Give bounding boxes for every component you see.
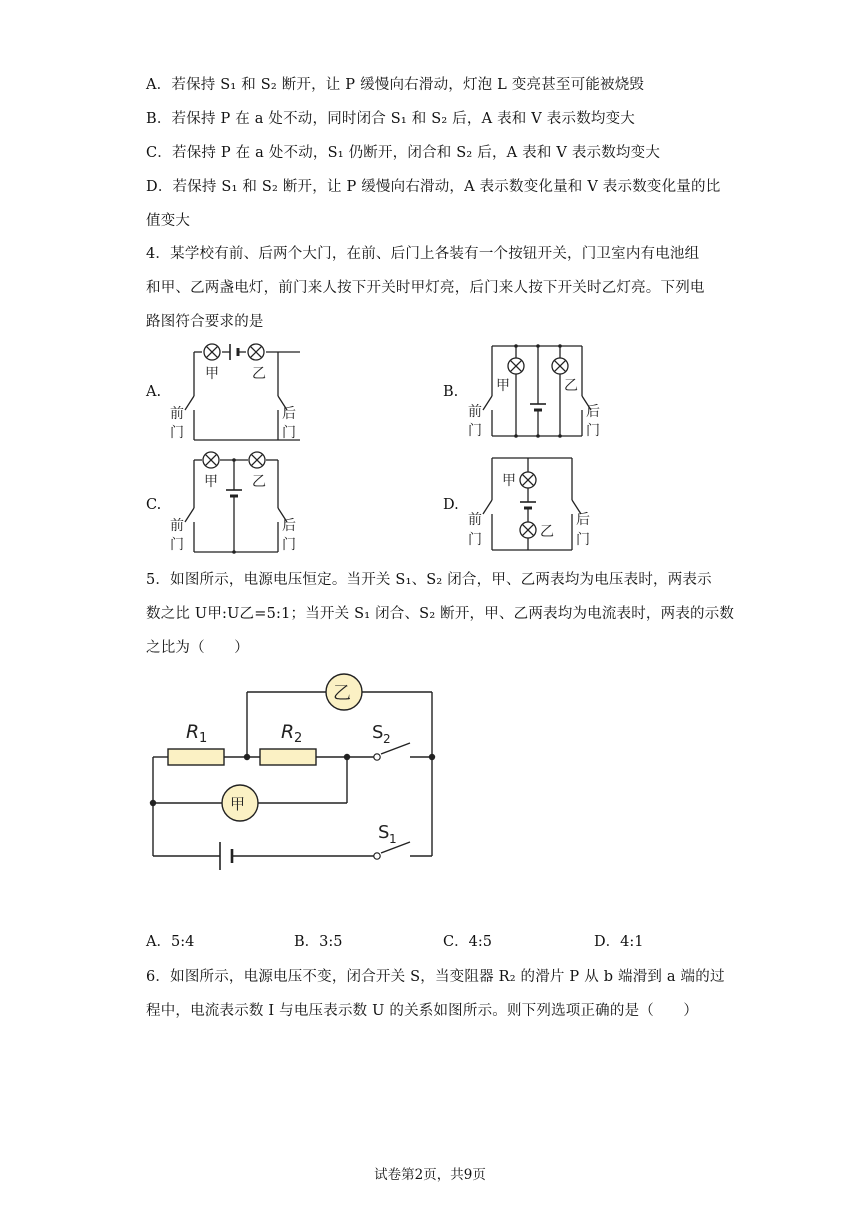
back-door-label-1: 后	[282, 518, 296, 534]
q5-option-b: B．3:5	[294, 934, 343, 950]
back-door-label-1: 后	[586, 404, 600, 420]
q5-stem-line2: 数之比 U甲:U乙=5:1；当开关 S₁ 闭合、S₂ 断开，甲、乙两表均为电流表时，两表的示数	[146, 606, 735, 622]
front-door-label-1: 前	[468, 512, 482, 528]
resistor-r1	[168, 749, 224, 765]
q5-option-a: A．5:4	[146, 934, 195, 950]
lamp-yi-label: 乙	[252, 474, 266, 490]
q4-option-d-label: D.	[443, 497, 459, 513]
front-door-label-2: 门	[170, 425, 184, 441]
front-door-label-1: 前	[468, 404, 482, 420]
page-footer: 试卷第2页，共9页	[374, 1167, 486, 1183]
q6-stem-line2: 程中，电流表示数 I 与电压表示数 U 的关系如图所示。则下列选项正确的是（ ）	[146, 1003, 699, 1019]
q4-circuit-b	[466, 338, 606, 444]
s2-sub: 2	[383, 732, 391, 746]
lamp-jia-label: 甲	[205, 366, 219, 382]
back-door-label-2: 门	[282, 425, 296, 441]
q4-stem-line1: 4．某学校有前、后两个大门，在前、后门上各装有一个按钮开关，门卫室内有电池组	[146, 246, 700, 262]
meter-yi-label: 乙	[333, 683, 351, 704]
q4-option-a-label: A.	[146, 384, 162, 400]
lamp-yi-label: 乙	[540, 524, 554, 540]
s2-label: S	[372, 722, 384, 743]
resistor-r2	[260, 749, 316, 765]
q3-option-d-line2: 值变大	[146, 213, 191, 229]
q4-option-b-label: B.	[443, 384, 459, 400]
lamp-jia-label: 甲	[496, 378, 510, 394]
lamp-icon	[204, 344, 264, 360]
lamp-yi-label: 乙	[252, 366, 266, 382]
q3-option-c: C．若保持 P 在 a 处不动，S₁ 仍断开，闭合和 S₂ 后，A 表和 V 表示数均变大	[146, 145, 661, 161]
q5-option-d: D．4:1	[594, 934, 644, 950]
q5-circuit	[140, 664, 450, 878]
r2-label: R	[281, 721, 295, 743]
r1-label: R	[186, 721, 200, 743]
q4-circuit-d	[466, 452, 606, 556]
front-door-label-1: 前	[170, 406, 184, 422]
front-door-label-2: 门	[170, 537, 184, 553]
q4-stem-line2: 和甲、乙两盏电灯，前门来人按下开关时甲灯亮，后门来人按下开关时乙灯亮。下列电	[146, 280, 705, 296]
front-door-label-2: 门	[468, 532, 482, 548]
q3-option-b: B．若保持 P 在 a 处不动，同时闭合 S₁ 和 S₂ 后，A 表和 V 表示数均变大	[146, 111, 635, 127]
q3-option-a: A．若保持 S₁ 和 S₂ 断开，让 P 缓慢向右滑动，灯泡 L 变亮甚至可能被烧毁	[146, 77, 645, 93]
front-door-label-1: 前	[170, 518, 184, 534]
q4-option-c-label: C.	[146, 497, 162, 513]
q5-stem-line1: 5．如图所示，电源电压恒定。当开关 S₁、S₂ 闭合，甲、乙两表均为电压表时，两表示	[146, 572, 712, 588]
r2-sub: 2	[294, 731, 303, 746]
q3-option-d-line1: D．若保持 S₁ 和 S₂ 断开，让 P 缓慢向右滑动，A 表示数变化量和 V 表示数变化量的比	[146, 179, 721, 195]
back-door-label-2: 门	[282, 537, 296, 553]
back-door-label-2: 门	[576, 532, 590, 548]
q4-circuit-c	[168, 446, 308, 556]
back-door-label-1: 后	[282, 406, 296, 422]
back-door-label-2: 门	[586, 423, 600, 439]
lamp-jia-label: 甲	[204, 474, 218, 490]
s1-label: S	[378, 822, 390, 843]
q5-stem-line3: 之比为（ ）	[146, 640, 249, 656]
s1-sub: 1	[389, 832, 397, 846]
q5-option-c: C．4:5	[443, 934, 492, 950]
q4-circuit-a	[168, 338, 308, 444]
q6-stem-line1: 6．如图所示，电源电压不变，闭合开关 S，当变阻器 R₂ 的滑片 P 从 b 端滑到 a 端的过	[146, 969, 725, 985]
lamp-jia-label: 甲	[502, 473, 516, 489]
lamp-icon	[520, 472, 536, 538]
meter-jia-label: 甲	[230, 795, 246, 813]
q4-stem-line3: 路图符合要求的是	[146, 314, 264, 330]
lamp-yi-label: 乙	[564, 378, 578, 394]
back-door-label-1: 后	[576, 512, 590, 528]
front-door-label-2: 门	[468, 423, 482, 439]
r1-sub: 1	[199, 731, 208, 746]
